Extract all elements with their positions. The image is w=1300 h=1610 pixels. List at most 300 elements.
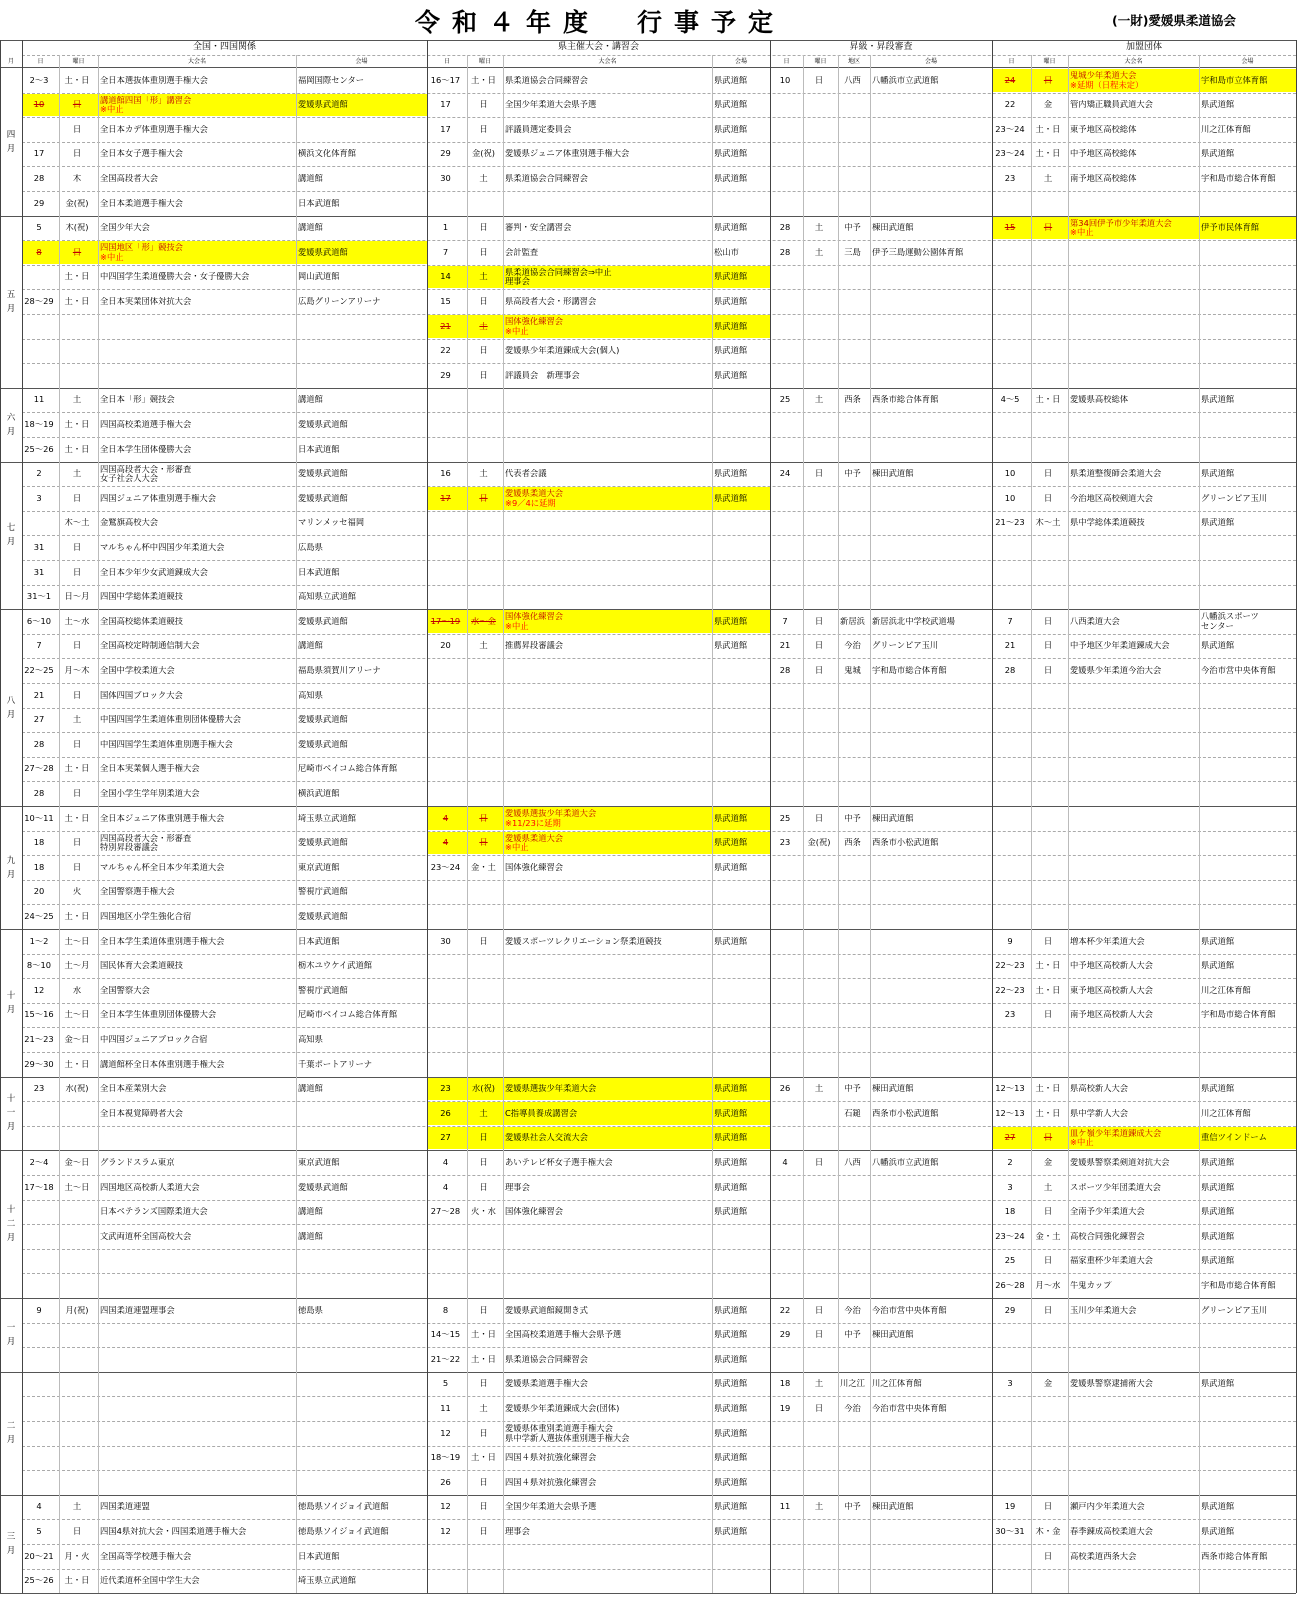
cell-pref-date: 4 [442, 838, 449, 848]
row-divider [22, 732, 1296, 733]
cell-exam-venue: 八幡浜市立武道館 [872, 1157, 939, 1167]
cell-pref-weekday: 日 [479, 1502, 488, 1512]
row-divider [22, 1101, 1296, 1102]
organization-name: (一財)愛媛県柔道協会 [1112, 13, 1236, 28]
cell-national-date: 28 [33, 739, 45, 749]
cell-member-event: 東予地区高校新人大会 [1070, 985, 1153, 995]
cell-national-venue: 岡山武道館 [298, 272, 340, 282]
cell-pref-venue: 県武道館 [714, 493, 748, 503]
row-divider [22, 683, 1296, 684]
cell-national-venue: 日本武道館 [298, 1551, 340, 1561]
cell-member-weekday: 日 [1043, 1207, 1053, 1217]
cell-pref-weekday: 日 [479, 124, 488, 134]
cell-national-venue: 広島グリーンアリーナ [298, 296, 381, 306]
cell-member-venue: 県武道館 [1201, 1256, 1235, 1266]
cell-member-date: 26〜28 [995, 1280, 1025, 1290]
cell-national-date: 5 [36, 223, 42, 233]
cell-pref-venue: 県武道館 [714, 1108, 748, 1118]
cell-national-date: 3 [36, 493, 42, 503]
cell-member-event: 愛媛県警察柔剣道対抗大会 [1070, 1157, 1170, 1167]
cell-pref-event: 愛媛県ジュニア体重別選手権大会 [505, 149, 630, 159]
cell-national-date: 17 [33, 149, 45, 159]
cell-pref-date: 15 [440, 296, 451, 306]
cell-national-weekday: 日 [72, 788, 82, 798]
cell-exam-venue: グリーンピア玉川 [872, 641, 939, 651]
cell-national-date: 9 [36, 1305, 42, 1315]
month-label: 十 二 月 [6, 1205, 16, 1244]
cell-exam-weekday: 土 [814, 395, 824, 405]
cell-member-date: 24 [1004, 75, 1016, 85]
cell-pref-venue: 県武道館 [714, 75, 748, 85]
cell-pref-venue: 県武道館 [714, 272, 748, 282]
header-member-col-3: 会場 [1241, 58, 1254, 65]
cell-member-venue: 県武道館 [1201, 518, 1235, 528]
cell-pref-event: 愛媛県選抜少年柔道大会 [505, 1084, 597, 1094]
column-divider [1031, 55, 1032, 1593]
cell-exam-venue: 西条市小松武道館 [872, 1108, 939, 1118]
cell-national-date: 29 [33, 198, 45, 208]
cell-exam-weekday: 日 [814, 641, 824, 651]
cell-exam-date: 25 [779, 395, 791, 405]
cell-pref-date: 16〜17 [430, 75, 461, 85]
cell-exam-weekday: 土 [814, 1084, 824, 1094]
cell-pref-date: 23〜24 [430, 862, 461, 872]
cell-national-venue: 日本武道館 [298, 936, 340, 946]
cell-national-venue: 講道館 [298, 1231, 323, 1241]
header-group-member: 加盟団体 [1125, 42, 1162, 52]
cell-pref-event: 愛媛県少年柔道錬成大会(団体) [505, 1403, 620, 1413]
event-note: ※中止 [100, 251, 124, 262]
cell-pref-weekday: 土 [479, 321, 488, 331]
cell-member-event: 高校柔道西条大会 [1070, 1551, 1137, 1561]
cell-national-event: 全国高校総体柔道競技 [100, 616, 183, 626]
section-divider [770, 40, 771, 1593]
cell-national-weekday: 土〜日 [64, 1182, 90, 1192]
cell-pref-event: 全国少年柔道大会県予選 [505, 100, 597, 110]
cell-national-weekday: 土・日 [64, 419, 90, 429]
row-divider [22, 708, 1296, 709]
row-divider [22, 191, 1296, 192]
venue-line1: 八幡浜スポーツ [1201, 612, 1259, 622]
cell-exam-weekday: 金(祝) [807, 838, 831, 848]
cell-national-weekday: 土 [72, 395, 82, 405]
cell-member-event: 愛媛県高校総体 [1070, 395, 1129, 405]
month-divider [0, 1372, 1296, 1373]
cell-member-date: 30〜31 [995, 1526, 1025, 1536]
cell-exam-venue: 八幡浜市立武道館 [872, 75, 939, 85]
cell-member-event: 愛媛県警察逮捕術大会 [1070, 1379, 1153, 1389]
cell-member-event: 県中学新人大会 [1070, 1108, 1129, 1118]
cell-national-event: 四国ジュニア体重別選手権大会 [100, 493, 216, 503]
cell-member-date: 22 [1004, 100, 1016, 110]
cell-national-event [98, 834, 295, 853]
cell-national-date: 7 [36, 641, 42, 651]
header-exam-col-1: 曜日 [814, 58, 827, 65]
cell-exam-area: 鬼城 [844, 665, 861, 675]
cell-national-venue: 千葉ポートアリーナ [298, 1059, 373, 1069]
cell-national-date: 1〜2 [29, 936, 49, 946]
cell-national-venue: 講道館 [298, 173, 323, 183]
cell-exam-venue: 川之江体育館 [872, 1379, 922, 1389]
row-divider [22, 855, 1296, 856]
cell-national-weekday: 日 [72, 1526, 82, 1536]
cell-exam-weekday: 日 [814, 1403, 824, 1413]
cell-exam-weekday: 日 [814, 75, 824, 85]
row-divider [22, 1126, 1296, 1127]
cell-national-event: 全国警察選手権大会 [100, 887, 175, 897]
cell-member-event: 南予地区高校新人大会 [1070, 1010, 1153, 1020]
cell-national-venue [296, 1109, 426, 1119]
cell-national-weekday: 日 [72, 493, 82, 503]
cell-national-weekday: 土・日 [64, 1059, 90, 1069]
row-divider [22, 634, 1296, 635]
cell-pref-weekday: 土 [479, 173, 488, 183]
cell-member-event: 管内矯正職員武道大会 [1070, 100, 1153, 110]
cell-pref-date: 30 [440, 936, 451, 946]
cell-member-venue: 県武道館 [1201, 469, 1235, 479]
cell-national-weekday: 土・日 [64, 75, 90, 85]
cell-national-venue: 講道館 [298, 1207, 323, 1217]
cell-national-weekday: 金〜日 [64, 1034, 90, 1044]
cell-national-date: 31〜1 [26, 592, 52, 602]
cell-exam-area: 中予 [844, 1330, 861, 1340]
cell-national-venue [296, 125, 426, 135]
cell-exam-area: 今治 [844, 1305, 861, 1315]
cell-national-venue: 福島県須賀川アリーナ [298, 665, 381, 675]
row-divider [22, 585, 1296, 586]
cell-member-weekday: 土・日 [1035, 1108, 1061, 1118]
cell-pref-event [503, 809, 711, 828]
cell-national-venue: 講道館 [298, 395, 323, 405]
cell-pref-date: 14〜15 [430, 1330, 461, 1340]
cell-national-event: 講道館杯全日本体重別選手権大会 [100, 1059, 225, 1069]
cell-national-event: 全国高校定時制通信制大会 [100, 641, 200, 651]
cell-pref-date: 17 [440, 124, 451, 134]
cell-member-event: 高校合同強化練習会 [1070, 1231, 1145, 1241]
cell-pref-weekday: 日 [479, 1182, 488, 1192]
cell-pref-event [503, 1424, 711, 1443]
cell-pref-weekday: 金・土 [471, 862, 496, 872]
cell-member-date: 21 [1004, 641, 1016, 651]
cell-pref-venue: 県武道館 [714, 838, 748, 848]
header-group-pref: 県主催大会・講習会 [557, 42, 639, 52]
cell-national-weekday: 土 [72, 1502, 82, 1512]
cell-national-event: 全日本「形」競技会 [100, 395, 175, 405]
cell-national-event: 四国中学総体柔道競技 [100, 592, 183, 602]
cell-exam-area: 中予 [844, 813, 861, 823]
cell-exam-weekday: 日 [814, 616, 824, 626]
cell-member-date: 27 [1004, 1133, 1016, 1143]
cell-member-event: 東予地区高校総体 [1070, 124, 1137, 134]
cell-national-weekday: 土・日 [64, 296, 90, 306]
cell-national-weekday: 日 [72, 739, 82, 749]
cell-pref-date: 27 [440, 1133, 451, 1143]
header-national-col-0: 日 [37, 58, 44, 65]
cell-pref-venue: 県武道館 [714, 1428, 748, 1438]
cell-member-weekday: 土・日 [1035, 985, 1061, 995]
cell-exam-weekday: 日 [814, 1157, 824, 1167]
cell-national-event: 全日本女子選手権大会 [100, 149, 183, 159]
cell-national-event: 中四国ジュニアブロック合宿 [100, 1034, 208, 1044]
row-divider [22, 166, 1296, 167]
cell-pref-date: 29 [440, 149, 451, 159]
cell-national-venue: 東京武道館 [298, 1157, 340, 1167]
cell-member-venue: 今治市営中央体育館 [1201, 665, 1276, 675]
cell-exam-date: 28 [779, 665, 791, 675]
month-divider [0, 1495, 1296, 1496]
cell-member-weekday: 日 [1043, 1551, 1053, 1561]
cell-national-event: 全日本学生体重別団体優勝大会 [100, 1010, 217, 1020]
cell-pref-date: 5 [442, 1379, 449, 1389]
cell-national-date: 12 [33, 985, 45, 995]
cell-national-event: 全国小学生学年別柔道大会 [100, 788, 200, 798]
cell-national-date: 10 [33, 100, 45, 110]
row-divider [22, 412, 1296, 413]
cell-national-venue: マリンメッセ福岡 [298, 518, 365, 528]
cell-national-event [98, 243, 295, 262]
cell-national-date: 27 [33, 715, 45, 725]
cell-national-weekday: 土・日 [64, 911, 90, 921]
event-name: 愛媛県体重別柔道選手権大会 [505, 1424, 613, 1433]
cell-national-venue: 愛媛県武道館 [298, 247, 348, 257]
cell-member-venue: 川之江体育館 [1201, 1108, 1251, 1118]
cell-exam-venue: 宇和島市総合体育館 [872, 665, 947, 675]
cell-pref-event: 県柔道協会合同練習会 [505, 1354, 588, 1364]
cell-pref-event: C指導員養成講習会 [505, 1108, 578, 1118]
cell-pref-date: 17 [440, 100, 451, 110]
cell-national-event: 金鷲旗高校大会 [100, 518, 159, 528]
cell-national-weekday: 日 [72, 838, 82, 848]
cell-pref-venue: 県武道館 [714, 1379, 748, 1389]
cell-national-date: 11 [33, 395, 45, 405]
cell-national-event: 四国4県対抗大会・四国柔道選手権大会 [100, 1526, 247, 1536]
cell-member-venue: 川之江体育館 [1201, 985, 1251, 995]
cell-pref-event: 会計監査 [505, 247, 539, 257]
row-divider [22, 1200, 1296, 1201]
cell-pref-venue: 県武道館 [714, 469, 748, 479]
cell-pref-weekday: 日 [479, 1428, 488, 1438]
cell-exam-date: 29 [779, 1330, 791, 1340]
cell-national-event: 全国警察大会 [100, 985, 150, 995]
cell-national-event: 全国高等学校選手権大会 [100, 1551, 192, 1561]
cell-exam-date: 24 [779, 469, 791, 479]
cell-member-venue: 県武道館 [1201, 1207, 1235, 1217]
cell-national-venue: 福岡国際センター [298, 75, 365, 85]
column-divider [870, 55, 871, 1593]
event-name: 鬼城少年柔道大会 [1070, 71, 1137, 80]
event-name: 愛媛県柔道大会 [505, 489, 564, 499]
event-note: ※中止 [1070, 227, 1094, 238]
cell-pref-date: 23 [440, 1084, 451, 1094]
cell-member-date: 19 [1004, 1502, 1016, 1512]
cell-pref-weekday: 土 [479, 469, 488, 479]
cell-pref-weekday: 日 [479, 1157, 488, 1167]
cell-member-event: 中予地区高校新人大会 [1070, 961, 1153, 971]
cell-exam-date: 23 [779, 838, 791, 848]
event-note: ※中止 [1070, 1137, 1094, 1148]
row-divider [22, 880, 1296, 881]
event-name: 講道館四国「形」講習会 [100, 95, 192, 105]
event-note: ※中止 [505, 325, 529, 336]
header-member-col-0: 日 [1008, 58, 1015, 65]
row-divider [22, 1224, 1296, 1225]
event-name-line2: 女子社会人大会 [100, 473, 159, 484]
cell-exam-venue: 棟田武道館 [872, 1330, 914, 1340]
cell-pref-venue: 県武道館 [714, 1526, 748, 1536]
cell-member-event: 福家重杯少年柔道大会 [1070, 1256, 1153, 1266]
cell-pref-event: 愛媛県少年柔道錬成大会(個人) [505, 346, 620, 356]
month-divider [0, 929, 1296, 930]
row-divider [22, 1569, 1296, 1570]
cell-exam-area: 八西 [844, 75, 861, 85]
cell-member-venue: 県武道館 [1201, 100, 1235, 110]
cell-member-date: 12〜13 [995, 1108, 1025, 1118]
cell-exam-date: 11 [779, 1502, 791, 1512]
cell-pref-venue: 県武道館 [714, 1403, 748, 1413]
cell-member-date: 3 [1007, 1379, 1013, 1389]
cell-exam-weekday: 土 [814, 1502, 824, 1512]
cell-national-date: 24〜25 [24, 911, 54, 921]
cell-member-date: 4〜5 [1000, 395, 1020, 405]
column-divider [467, 55, 468, 1593]
cell-national-date [22, 518, 56, 528]
row-divider [22, 978, 1296, 979]
cell-member-date: 29 [1004, 1305, 1016, 1315]
cell-member-venue: 伊予市民体育館 [1201, 223, 1260, 233]
cell-member-venue: 川之江体育館 [1201, 124, 1251, 134]
cell-pref-event: 理事会 [505, 1182, 530, 1192]
cell-pref-date: 27〜28 [430, 1207, 461, 1217]
cell-exam-venue: 今治市営中央体育館 [872, 1305, 947, 1315]
cell-national-date: 31 [33, 542, 45, 552]
row-divider [22, 437, 1296, 438]
column-divider [1199, 55, 1200, 1593]
row-divider [22, 904, 1296, 905]
page-title: 令和４年度 行事予定 [414, 8, 785, 37]
cell-national-weekday: 月・火 [64, 1551, 90, 1561]
cell-pref-date: 18〜19 [430, 1453, 461, 1463]
cell-member-date: 7 [1007, 616, 1013, 626]
cell-exam-weekday [803, 1109, 835, 1119]
cell-pref-weekday: 土 [479, 1108, 488, 1118]
cell-member-date: 28 [1004, 665, 1016, 675]
cell-pref-venue: 県武道館 [714, 370, 748, 380]
cell-national-date: 5 [36, 1526, 42, 1536]
cell-exam-area: 西条 [844, 395, 861, 405]
cell-member-weekday: 日 [1043, 469, 1053, 479]
row-divider [22, 1052, 1296, 1053]
cell-pref-event: 推薦昇段審議会 [505, 641, 564, 651]
cell-pref-venue: 県武道館 [714, 616, 748, 626]
cell-pref-date: 21〜22 [430, 1354, 461, 1364]
cell-national-weekday: 土〜月 [64, 961, 90, 971]
cell-exam-venue: 西条市小松武道館 [872, 838, 939, 848]
cell-national-event [98, 465, 295, 484]
cell-national-date: 17〜18 [24, 1182, 54, 1192]
cell-national-event: 四国地区小学生強化合宿 [100, 911, 192, 921]
cell-pref-date: 17 [440, 493, 451, 503]
cell-pref-weekday: 水(祝) [471, 1084, 496, 1094]
event-note: ※中止 [505, 842, 529, 853]
cell-pref-weekday: 日 [479, 100, 488, 110]
row-divider [22, 1347, 1296, 1348]
cell-member-date: 25 [1004, 1256, 1016, 1266]
header-pref-col-0: 日 [443, 58, 450, 65]
cell-national-venue: 愛媛県武道館 [298, 100, 348, 110]
month-divider [0, 1150, 1296, 1151]
cell-national-date: 15〜16 [24, 1010, 54, 1020]
cell-member-date: 10 [1004, 493, 1016, 503]
cell-pref-venue: 県武道館 [714, 149, 748, 159]
cell-pref-venue: 県武道館 [714, 862, 748, 872]
month-label: 七 月 [6, 523, 16, 548]
cell-national-weekday: 金〜日 [64, 1157, 90, 1167]
cell-pref-venue: 県武道館 [714, 346, 748, 356]
cell-national-weekday: 木〜土 [64, 518, 90, 528]
cell-pref-date: 4 [442, 813, 449, 823]
cell-exam-area: 今治 [844, 641, 861, 651]
cell-member-event: 県高校新人大会 [1070, 1084, 1129, 1094]
row-divider [22, 1446, 1296, 1447]
cell-pref-weekday: 土・日 [471, 75, 496, 85]
cell-pref-event: 国体強化練習会 [505, 862, 564, 872]
cell-national-event: 四国地区高校新人柔道大会 [100, 1182, 200, 1192]
cell-pref-weekday: 日 [479, 1526, 488, 1536]
event-name: 第34回伊予市少年柔道大会 [1070, 218, 1172, 228]
cell-member-date: 23〜24 [995, 124, 1025, 134]
cell-national-venue: 徳島県ソイジョイ武道館 [298, 1526, 389, 1536]
cell-pref-weekday: 土・日 [471, 1354, 496, 1364]
cell-pref-event: 県高段者大会・形講習会 [505, 296, 597, 306]
cell-national-weekday [59, 1207, 95, 1217]
cell-exam-date [770, 1109, 800, 1119]
cell-national-venue: 愛媛県武道館 [298, 419, 348, 429]
cell-pref-date: 20 [440, 641, 451, 651]
cell-national-event: 全日本実業団体対抗大会 [100, 296, 192, 306]
cell-pref-venue: 県武道館 [714, 1330, 748, 1340]
row-divider [22, 363, 1296, 364]
cell-national-weekday: 金(祝) [65, 198, 89, 208]
cell-national-venue: 愛媛県武道館 [298, 911, 348, 921]
cell-pref-venue: 県武道館 [714, 296, 748, 306]
cell-national-venue: 高知県 [298, 690, 323, 700]
cell-exam-date: 22 [779, 1305, 791, 1315]
cell-national-venue: 愛媛県武道館 [298, 739, 348, 749]
cell-national-date: 28〜29 [24, 296, 54, 306]
event-note: ※中止 [505, 620, 529, 631]
cell-national-event: 全日本実業個人選手権大会 [100, 764, 200, 774]
cell-national-venue: 警視庁武道館 [298, 985, 348, 995]
cell-pref-venue: 県武道館 [714, 1354, 748, 1364]
cell-national-date: 28 [33, 173, 45, 183]
row-divider [22, 1519, 1296, 1520]
cell-exam-area: 中予 [844, 223, 861, 233]
cell-national-date: 27〜28 [24, 764, 54, 774]
column-divider [1068, 55, 1069, 1593]
cell-pref-venue: 県武道館 [714, 1157, 748, 1167]
cell-pref-date: 8 [442, 1305, 449, 1315]
cell-national-weekday: 月(祝) [65, 1305, 89, 1315]
cell-national-date: 18 [33, 862, 45, 872]
cell-national-date: 21〜23 [24, 1034, 54, 1044]
cell-national-weekday [59, 1109, 95, 1119]
cell-national-date [22, 1109, 56, 1119]
cell-national-venue: 講道館 [298, 641, 323, 651]
cell-pref-venue: 松山市 [714, 247, 739, 257]
cell-national-weekday: 日 [72, 567, 82, 577]
event-note: ※中止 [100, 104, 124, 115]
cell-national-event: 近代柔道杯全国中学生大会 [100, 1576, 200, 1586]
